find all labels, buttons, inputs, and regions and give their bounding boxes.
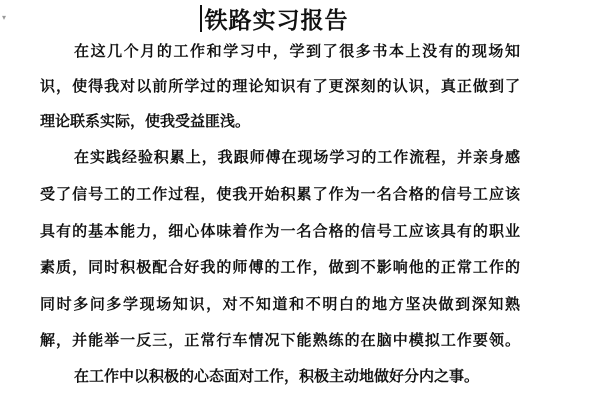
- text-cursor: [200, 5, 202, 32]
- document-title: 铁路实习报告: [204, 6, 349, 34]
- body-line: 识，使得我对以前所学过的理论知识有了更深刻的认识，真正做到了: [40, 77, 520, 95]
- corner-marker-icon: ▾: [2, 13, 7, 22]
- body-line: 素质，同时积极配合好我的师傅的工作，做到不影响他的正常工作的: [40, 258, 520, 276]
- body-line: 解，并能举一反三，正常行车情况下能熟练的在脑中模拟工作要领。: [40, 331, 520, 349]
- body-line: 同时多问多学现场知识，对不知道和不明白的地方坚决做到深知熟: [40, 295, 520, 313]
- body-line: 具有的基本能力，细心体味着作为一名合格的信号工应该具有的职业: [40, 222, 520, 240]
- body-line: 受了信号工的工作过程，使我开始积累了作为一名合格的信号工应该: [40, 185, 520, 203]
- body-line: 在实践经验积累上，我跟师傅在现场学习的工作流程，并亲身感: [74, 148, 520, 166]
- document-title-line[interactable]: [200, 2, 349, 34]
- body-line: 在这几个月的工作和学习中，学到了很多书本上没有的现场知: [74, 42, 520, 60]
- body-line: 理论联系实际，使我受益匪浅。: [40, 112, 251, 130]
- body-line: 在工作中以积极的心态面对工作，积极主动地做好分内之事。: [74, 367, 480, 385]
